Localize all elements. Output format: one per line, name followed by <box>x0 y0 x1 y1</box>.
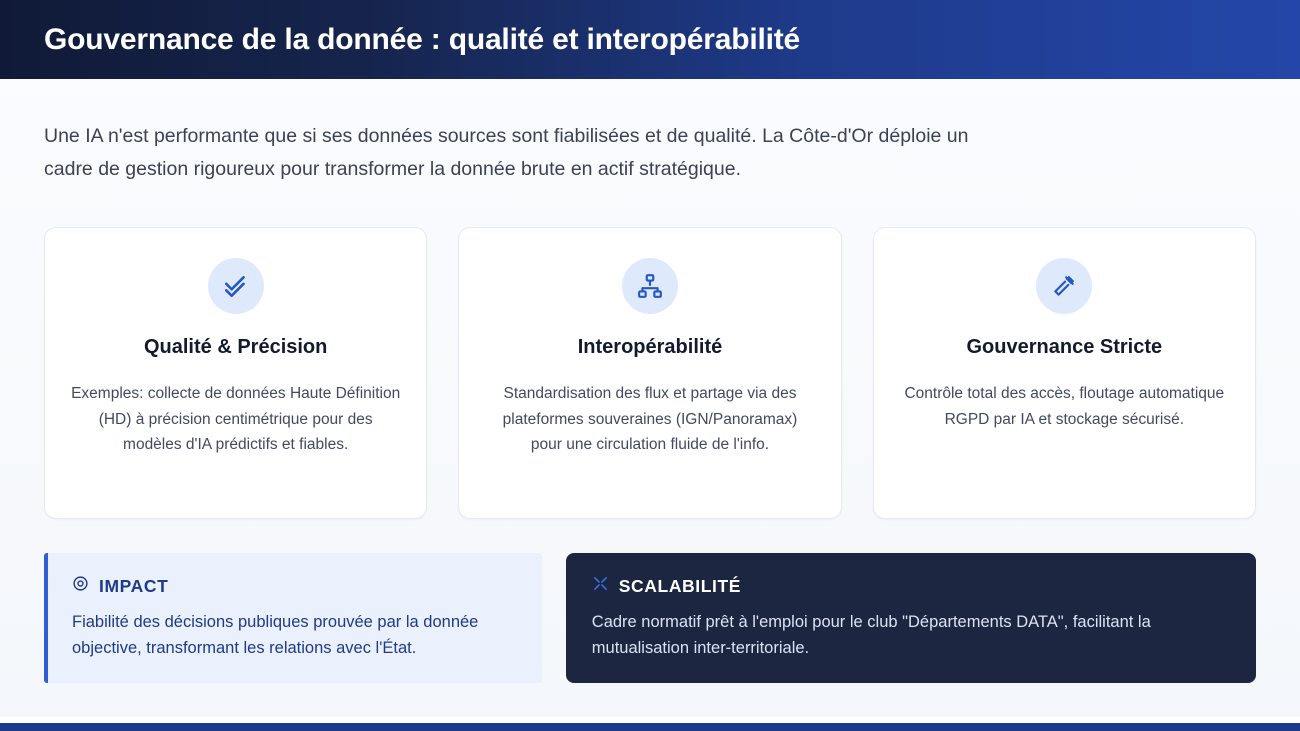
card-qualite-precision <box>44 227 427 519</box>
target-icon <box>72 575 89 597</box>
impact-header <box>72 575 516 597</box>
card-title: Qualité & Précision <box>143 336 328 358</box>
impact-box <box>44 553 542 683</box>
scalability-header <box>592 575 1230 597</box>
gavel-hammer-icon <box>1036 258 1092 314</box>
slide-body <box>0 79 1300 731</box>
scalability-text: Cadre normatif prêt à l'emploi pour le club "Départements DATA", facilitant la mutualisation inter-territoriale. <box>591 613 1151 657</box>
intro-paragraph: Une IA n'est performante que si ses données sources sont fiabilisées et de qualité. La Côte-d'Or déploie un cadre de gestion rigoureux pour transformer la donnée brute en actif stratégique. <box>44 125 969 180</box>
card-description: Exemples: collecte de données Haute Définition (HD) à précision centimétrique pour des modèles d'IA prédictifs et fiables. <box>71 385 401 453</box>
impact-label: IMPACT <box>99 575 169 596</box>
expand-arrows-icon <box>592 575 609 597</box>
card-title: Gouvernance Stricte <box>966 336 1163 358</box>
card-description: Contrôle total des accès, floutage automatique RGPD par IA et stockage sécurisé. <box>904 385 1225 428</box>
card-description: Standardisation des flux et partage via des plateformes souveraines (IGN/Panoramax) pour une circulation fluide de l'info. <box>502 385 798 453</box>
scalability-label: SCALABILITÉ <box>618 575 742 596</box>
card-gouvernance-stricte <box>873 227 1256 519</box>
bottom-row <box>44 553 1256 683</box>
footer-accent-bar <box>0 723 1300 731</box>
impact-text: Fiabilité des décisions publiques prouvée par la donnée objective, transformant les relations avec l'État. <box>72 613 479 657</box>
card-interoperabilite <box>458 227 841 519</box>
sitemap-network-icon <box>622 258 678 314</box>
card-title: Interopérabilité <box>577 336 723 358</box>
scalability-box <box>566 553 1256 683</box>
slide-header <box>0 0 1300 79</box>
page-title: Gouvernance de la donnée : qualité et interopérabilité <box>44 22 801 56</box>
cards-row <box>44 227 1256 519</box>
double-check-circle-icon <box>208 258 264 314</box>
